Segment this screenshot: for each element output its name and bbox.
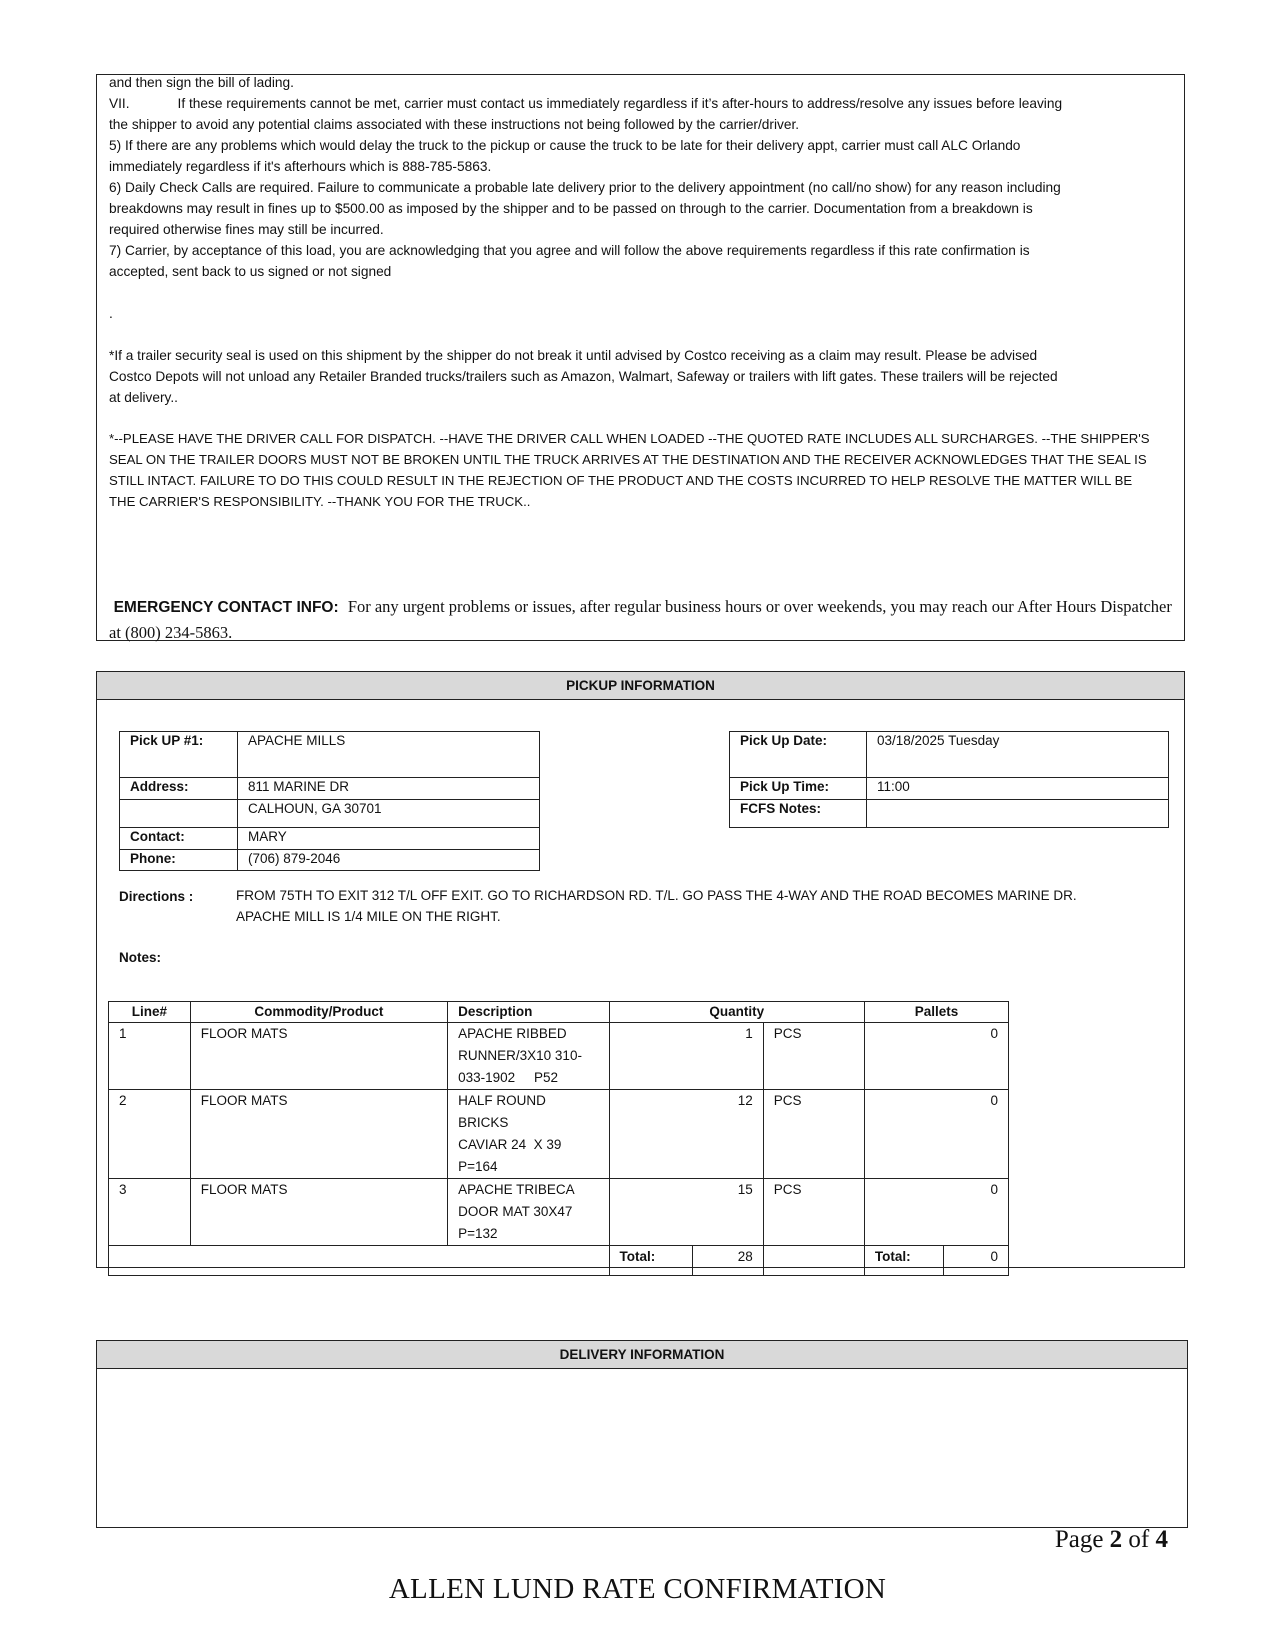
pickup-time-value: 11:00 xyxy=(867,778,1169,800)
address-label: Address: xyxy=(120,778,238,800)
table-row xyxy=(109,1090,1009,1179)
terms-line: SEAL ON THE TRAILER DOORS MUST NOT BE BROKEN UNTIL THE TRUCK ARRIVES AT THE DESTINATION AND THE RECEIVER ACKNOWLEDGES THAT THE SEAL IS xyxy=(109,452,1147,467)
pickup-time-label: Pick Up Time: xyxy=(730,778,867,800)
cell-quantity: 1 xyxy=(609,1023,763,1090)
address-line1: 811 MARINE DR xyxy=(238,778,540,800)
terms-line: 5) If there are any problems which would delay the truck to the pickup or cause the truck to be late for their delivery appt, carrier must call ALC Orlando xyxy=(109,138,1021,153)
terms-line: accepted, sent back to us signed or not signed xyxy=(109,264,392,279)
table-row xyxy=(109,1179,1009,1246)
terms-line: 6) Daily Check Calls are required. Failure to communicate a probable late delivery prior to the delivery appointment (no call/no show) for any reason including xyxy=(109,180,1061,195)
fcfs-notes-value xyxy=(867,800,1169,828)
terms-line: immediately regardless if it's afterhours which is 888-785-5863. xyxy=(109,159,492,174)
pickup-schedule-table xyxy=(729,731,1169,828)
blank-cell xyxy=(120,800,238,828)
total-pages: 4 xyxy=(1155,1526,1168,1553)
totals-row xyxy=(109,1246,1009,1276)
terms-line: Costco Depots will not unload any Retailer Branded trucks/trailers such as Amazon, Walmart, Safeway or trailers with lift gates. These trailers will be rejected xyxy=(109,369,1058,384)
cell-pallets: 0 xyxy=(864,1090,1008,1179)
quantity-total-label: Total: xyxy=(609,1246,693,1276)
terms-line: and then sign the bill of lading. xyxy=(109,75,294,90)
current-page: 2 xyxy=(1109,1526,1123,1553)
cell-description: HALF ROUND BRICKS CAVIAR 24 X 39 P=164 xyxy=(448,1090,609,1179)
emergency-text: For any urgent problems or issues, after regular business hours or over weekends, you may reach our After Hours Dispatcher at (800) 234-5863. xyxy=(109,597,1172,642)
pickup-header: PICKUP INFORMATION xyxy=(97,672,1184,700)
pickup-location-table xyxy=(119,731,540,871)
totals-spacer xyxy=(109,1246,610,1276)
pickup-date-value: 03/18/2025 Tuesday xyxy=(867,732,1169,778)
pickup-name: APACHE MILLS xyxy=(238,732,540,778)
cell-commodity: FLOOR MATS xyxy=(190,1179,447,1246)
quantity-total-value: 28 xyxy=(693,1246,763,1276)
emergency-label: EMERGENCY CONTACT INFO: xyxy=(113,599,339,616)
cell-unit: PCS xyxy=(763,1023,864,1090)
emergency-contact xyxy=(109,594,1174,646)
terms-line-text: If these requirements cannot be met, carrier must contact us immediately regardless if it’s after-hours to address/resolve any issues before leaving xyxy=(177,96,1063,111)
phone-value: (706) 879-2046 xyxy=(238,850,540,871)
pickup-section xyxy=(96,671,1185,1268)
terms-line: STILL INTACT. FAILURE TO DO THIS COULD RESULT IN THE REJECTION OF THE PRODUCT AND THE COSTS INCURRED TO HELP RESOLVE THE MATTER WILL BE xyxy=(109,473,1133,488)
column-header-description: Description xyxy=(448,1002,609,1023)
cell-description: APACHE RIBBED RUNNER/3X10 310- 033-1902 P52 xyxy=(448,1023,609,1090)
terms-section xyxy=(96,74,1185,641)
cell-line: 1 xyxy=(109,1023,191,1090)
pallets-total-label: Total: xyxy=(864,1246,943,1276)
cell-quantity: 12 xyxy=(609,1090,763,1179)
terms-line: THE CARRIER'S RESPONSIBILITY. --THANK YOU FOR THE TRUCK.. xyxy=(109,494,531,509)
directions-line1: FROM 75TH TO EXIT 312 T/L OFF EXIT. GO TO RICHARDSON RD. T/L. GO PASS THE 4-WAY AND THE ROAD BECOMES MARINE DR. xyxy=(236,888,1077,903)
document-title: ALLEN LUND RATE CONFIRMATION xyxy=(388,1573,887,1605)
contact-label: Contact: xyxy=(120,828,238,850)
page-number: Page 2 of 4 xyxy=(1054,1526,1168,1553)
cell-pallets: 0 xyxy=(864,1023,1008,1090)
table-row xyxy=(109,1023,1009,1090)
terms-line: at delivery.. xyxy=(109,390,178,405)
totals-unit-blank xyxy=(763,1246,864,1276)
cell-unit: PCS xyxy=(763,1090,864,1179)
terms-line: breakdowns may result in fines up to $500.00 as imposed by the shipper and to be passed on through to the carrier. Documentation from a breakdown is xyxy=(109,201,1033,216)
terms-line: 7) Carrier, by acceptance of this load, you are acknowledging that you agree and will follow the above requirements regardless if this rate confirmation is xyxy=(109,243,1030,258)
terms-line: *If a trailer security seal is used on this shipment by the shipper do not break it until advised by Costco receiving as a claim may result. Please be advised xyxy=(109,348,1038,363)
cell-description: APACHE TRIBECA DOOR MAT 30X47 P=132 xyxy=(448,1179,609,1246)
cell-commodity: FLOOR MATS xyxy=(190,1090,447,1179)
cell-unit: PCS xyxy=(763,1179,864,1246)
terms-line-number: VII. xyxy=(109,96,130,111)
cell-pallets: 0 xyxy=(864,1179,1008,1246)
terms-line xyxy=(109,96,1062,112)
notes-label: Notes: xyxy=(119,950,162,965)
column-header-line: Line# xyxy=(109,1002,191,1023)
pallets-total-value: 0 xyxy=(943,1246,1008,1276)
directions-line2: APACHE MILL IS 1/4 MILE ON THE RIGHT. xyxy=(236,909,501,924)
terms-line: . xyxy=(109,306,113,321)
terms-line: required otherwise fines may still be incurred. xyxy=(109,222,384,237)
cell-line: 2 xyxy=(109,1090,191,1179)
terms-line: the shipper to avoid any potential claims associated with these instructions not being followed by the carrier/driver. xyxy=(109,117,800,132)
column-header-quantity: Quantity xyxy=(609,1002,864,1023)
delivery-section xyxy=(96,1340,1188,1528)
directions-label: Directions : xyxy=(119,889,194,904)
delivery-header: DELIVERY INFORMATION xyxy=(97,1341,1187,1369)
cell-commodity: FLOOR MATS xyxy=(190,1023,447,1090)
column-header-pallets: Pallets xyxy=(864,1002,1008,1023)
column-header-commodity: Commodity/Product xyxy=(190,1002,447,1023)
fcfs-notes-label: FCFS Notes: xyxy=(730,800,867,828)
phone-label: Phone: xyxy=(120,850,238,871)
address-line2: CALHOUN, GA 30701 xyxy=(238,800,540,828)
pickup-number-label: Pick UP #1: xyxy=(120,732,238,778)
cell-line: 3 xyxy=(109,1179,191,1246)
contact-value: MARY xyxy=(238,828,540,850)
cell-quantity: 15 xyxy=(609,1179,763,1246)
terms-line: *--PLEASE HAVE THE DRIVER CALL FOR DISPATCH. --HAVE THE DRIVER CALL WHEN LOADED --THE QUOTED RATE INCLUDES ALL SURCHARGES. --THE SHIPPER'S xyxy=(109,431,1150,446)
commodity-table xyxy=(108,1001,1009,1276)
pickup-date-label: Pick Up Date: xyxy=(730,732,867,778)
